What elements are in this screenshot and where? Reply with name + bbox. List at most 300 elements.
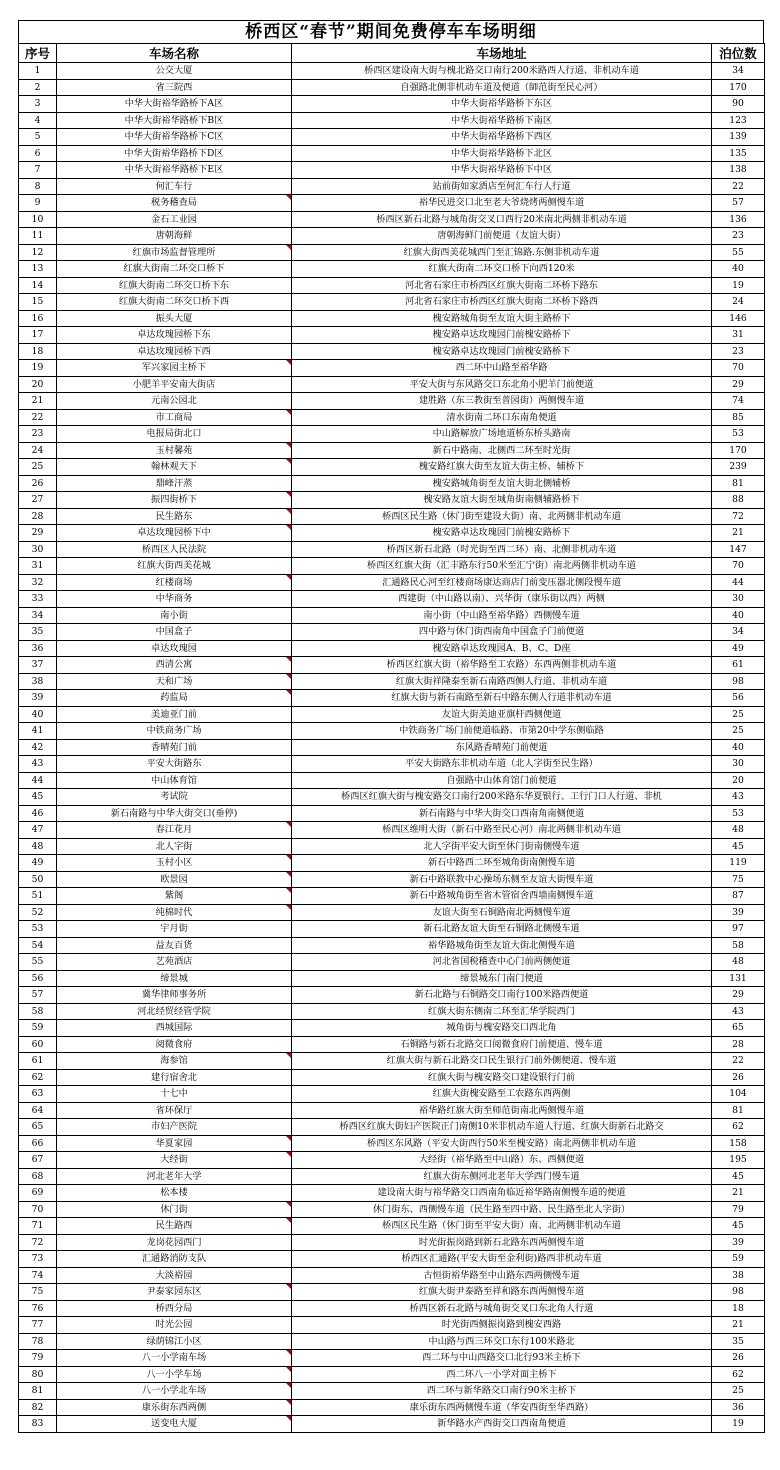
cell-name: 八一小学车场 [57,1366,292,1383]
cell-spots: 85 [712,409,765,426]
cell-name: 海参馆 [57,1053,292,1070]
table-row [19,459,765,476]
cell-address: 友谊大街美迪亚旗杆西侧便道 [292,706,712,723]
cell-no: 82 [19,1399,57,1416]
table-row [19,1185,765,1202]
cell-no: 75 [19,1284,57,1301]
cell-address: 槐安路卓达玫瑰园门前槐安路桥下 [292,343,712,360]
cell-no: 40 [19,706,57,723]
cell-address: 汇通路民心河至红楼商场康达商店门前变压器北侧段慢车道 [292,574,712,591]
cell-no: 27 [19,492,57,509]
cell-name: 红旗大街南二环交口桥下东 [57,277,292,294]
cell-no: 57 [19,987,57,1004]
cell-spots: 81 [712,475,765,492]
table-row [19,657,765,674]
cell-spots: 147 [712,541,765,558]
table-row [19,96,765,113]
cell-spots: 25 [712,1383,765,1400]
cell-spots: 59 [712,1251,765,1268]
cell-name: 西清公寓 [57,657,292,674]
cell-spots: 139 [712,129,765,146]
cell-name: 康乐街东西两侧 [57,1399,292,1416]
table-row [19,1333,765,1350]
cell-address: 西二环与中山西路交口北行93米主桥下 [292,1350,712,1367]
cell-spots: 40 [712,607,765,624]
table-row [19,1300,765,1317]
cell-no: 34 [19,607,57,624]
cell-address: 南小街（中山路至裕华路）西侧慢车道 [292,607,712,624]
table-row [19,1251,765,1268]
cell-no: 24 [19,442,57,459]
cell-spots: 136 [712,211,765,228]
cell-spots: 22 [712,178,765,195]
cell-spots: 70 [712,558,765,575]
table-row [19,360,765,377]
cell-no: 14 [19,277,57,294]
cell-name: 军兴家园主桥下 [57,360,292,377]
cell-address: 河北省石家庄市桥西区红旗大街南二环桥下路西 [292,294,712,311]
cell-no: 39 [19,690,57,707]
cell-spots: 48 [712,822,765,839]
cell-address: 东风路香晴苑门前便道 [292,739,712,756]
cell-spots: 79 [712,1201,765,1218]
cell-address: 西建街（中山路以南）、兴华街（康乐街以西）两侧 [292,591,712,608]
cell-name: 中华大街裕华路桥下A区 [57,96,292,113]
cell-name: 卓达玫瑰园 [57,640,292,657]
cell-no: 9 [19,195,57,212]
cell-name: 冀华律师事务所 [57,987,292,1004]
cell-no: 76 [19,1300,57,1317]
cell-name: 纯棉时代 [57,904,292,921]
cell-address: 红旗大街东侧南二环至汇华学院西门 [292,1003,712,1020]
cell-name: 电报局街北口 [57,426,292,443]
table-row [19,1366,765,1383]
cell-spots: 26 [712,1350,765,1367]
cell-name: 绿荫锦江小区 [57,1333,292,1350]
cell-name: 中华商务 [57,591,292,608]
cell-address: 裕华民进交口北至老大爷烧烤两侧慢车道 [292,195,712,212]
cell-address: 中华大街裕华路桥下东区 [292,96,712,113]
cell-address: 槐安路卓达玫瑰园门前槐安路桥下 [292,525,712,542]
cell-spots: 55 [712,244,765,261]
cell-address: 平安大街与东风路交口东北角小肥羊门前便道 [292,376,712,393]
cell-spots: 35 [712,1333,765,1350]
cell-no: 41 [19,723,57,740]
cell-name: 振头大厦 [57,310,292,327]
cell-spots: 119 [712,855,765,872]
cell-name: 税务稽查局 [57,195,292,212]
table-row [19,393,765,410]
table-row [19,904,765,921]
cell-address: 桥西区东风路（平安大街西行50米至槐安路）南北两侧非机动车道 [292,1135,712,1152]
cell-name: 省三院西 [57,79,292,96]
cell-spots: 26 [712,1069,765,1086]
cell-no: 1 [19,63,57,80]
table-row [19,1119,765,1136]
cell-no: 3 [19,96,57,113]
cell-address: 中华大街裕华路桥下北区 [292,145,712,162]
cell-address: 站前街如家酒店至何汇车行人行道 [292,178,712,195]
cell-address: 时光街西侧振岗路到槐安西路 [292,1317,712,1334]
cell-spots: 21 [712,1185,765,1202]
table-row [19,1135,765,1152]
cell-address: 桥西区红旗大街妇产医院正门南侧10米非机动车道人行道、红旗大街新石北路交 [292,1119,712,1136]
table-row [19,492,765,509]
cell-no: 32 [19,574,57,591]
cell-name: 市工商局 [57,409,292,426]
table-row [19,1284,765,1301]
cell-no: 70 [19,1201,57,1218]
cell-name: 唐朝海鲜 [57,228,292,245]
cell-address: 裕华路城角街至友谊大街北侧慢车道 [292,937,712,954]
table-row [19,1267,765,1284]
table-row [19,1152,765,1169]
cell-spots: 45 [712,838,765,855]
cell-name: 春江花月 [57,822,292,839]
cell-name: 大经街 [57,1152,292,1169]
cell-spots: 74 [712,393,765,410]
table-row [19,690,765,707]
cell-no: 50 [19,871,57,888]
cell-name: 红旗大街南二环交口桥下西 [57,294,292,311]
cell-no: 55 [19,954,57,971]
cell-name: 金石工业园 [57,211,292,228]
cell-spots: 19 [712,277,765,294]
table-row [19,244,765,261]
table-row [19,607,765,624]
cell-no: 51 [19,888,57,905]
table-row [19,1020,765,1037]
cell-name: 红旗市场监督管理所 [57,244,292,261]
table-body [19,63,765,1433]
cell-no: 60 [19,1036,57,1053]
cell-name: 振四街桥下 [57,492,292,509]
table-row [19,409,765,426]
cell-name: 中山体育馆 [57,772,292,789]
table-row [19,921,765,938]
cell-name: 益友百货 [57,937,292,954]
cell-no: 8 [19,178,57,195]
table-row [19,525,765,542]
cell-address: 新石中路城角街至省木管宿舍西墙南侧慢车道 [292,888,712,905]
cell-no: 31 [19,558,57,575]
cell-address: 中华大街裕华路桥下南区 [292,112,712,129]
cell-spots: 81 [712,1102,765,1119]
cell-address: 槐安路卓达玫瑰园门前槐安路桥下 [292,327,712,344]
cell-address: 自强路中山体育馆门前便道 [292,772,712,789]
cell-address: 新石南路与中华大街交口西南角南侧便道 [292,805,712,822]
cell-no: 71 [19,1218,57,1235]
cell-no: 81 [19,1383,57,1400]
cell-address: 新石中路西二环至城角街南侧慢车道 [292,855,712,872]
cell-address: 桥西区汇通路(平安大街至金利街)路西非机动车道 [292,1251,712,1268]
cell-no: 37 [19,657,57,674]
cell-no: 79 [19,1350,57,1367]
table-row [19,987,765,1004]
cell-address: 槐安路友谊大街至城角街南侧辅路桥下 [292,492,712,509]
cell-name: 中华大街裕华路桥下D区 [57,145,292,162]
cell-name: 华夏家园 [57,1135,292,1152]
cell-name: 玉村馨苑 [57,442,292,459]
cell-address: 中铁商务广场门前便道临路、市第20中学东侧临路 [292,723,712,740]
cell-spots: 62 [712,1366,765,1383]
cell-name: 八一小学南车场 [57,1350,292,1367]
cell-no: 7 [19,162,57,179]
cell-no: 36 [19,640,57,657]
table-row [19,145,765,162]
cell-no: 63 [19,1086,57,1103]
cell-address: 新华路水产西街交口西南角便道 [292,1416,712,1433]
cell-name: 建行宿舍北 [57,1069,292,1086]
cell-spots: 98 [712,673,765,690]
table-row [19,822,765,839]
table-row [19,261,765,278]
cell-name: 龙岗花园西门 [57,1234,292,1251]
cell-name: 中华大街裕华路桥下C区 [57,129,292,146]
table-row [19,1399,765,1416]
header-no: 序号 [19,44,57,63]
cell-name: 时光公园 [57,1317,292,1334]
cell-name: 送变电大厦 [57,1416,292,1433]
cell-no: 48 [19,838,57,855]
parking-table [18,43,765,1433]
cell-address: 西二环中山路至裕华路 [292,360,712,377]
cell-no: 52 [19,904,57,921]
cell-name: 何汇车行 [57,178,292,195]
cell-name: 北人字街 [57,838,292,855]
cell-address: 石铜路与新石北路交口阅微食府门前便道、慢车道 [292,1036,712,1053]
cell-address: 槐安路城角街至友谊大街主路桥下 [292,310,712,327]
table-row [19,1168,765,1185]
cell-no: 83 [19,1416,57,1433]
cell-no: 16 [19,310,57,327]
cell-no: 19 [19,360,57,377]
cell-address: 桥西区民生路（休门街至平安大街）南、北两侧非机动车道 [292,1218,712,1235]
cell-address: 古恒街裕华路至中山路东西两侧慢车道 [292,1267,712,1284]
cell-spots: 18 [712,1300,765,1317]
cell-name: 卓达玫瑰园桥下中 [57,525,292,542]
cell-address: 平安大街路东非机动车道（北人字街至民生路） [292,756,712,773]
cell-no: 18 [19,343,57,360]
table-row [19,277,765,294]
table-row [19,1102,765,1119]
cell-no: 47 [19,822,57,839]
table-row [19,591,765,608]
cell-address: 四中路与休门街西南角中国盒子门前便道 [292,624,712,641]
cell-no: 56 [19,970,57,987]
cell-address: 河北省石家庄市桥西区红旗大街南二环桥下路东 [292,277,712,294]
cell-name: 南小街 [57,607,292,624]
cell-no: 61 [19,1053,57,1070]
cell-address: 槐安路城角街至友谊大街北侧辅桥 [292,475,712,492]
cell-address: 休门街东、西侧慢车道（民生路至四中路、民生路至北人字街） [292,1201,712,1218]
cell-spots: 40 [712,739,765,756]
cell-spots: 65 [712,1020,765,1037]
cell-spots: 19 [712,1416,765,1433]
table-row [19,871,765,888]
cell-address: 槐安路红旗大街至友谊大街主桥、辅桥下 [292,459,712,476]
table-row [19,541,765,558]
cell-address: 红旗大街东侧河北老年大学西门慢车道 [292,1168,712,1185]
cell-spots: 30 [712,756,765,773]
table-row [19,79,765,96]
cell-spots: 138 [712,162,765,179]
cell-spots: 44 [712,574,765,591]
cell-name: 新石南路与中华大街交口(垂停) [57,805,292,822]
table-row [19,855,765,872]
cell-name: 艺苑酒店 [57,954,292,971]
cell-spots: 36 [712,1399,765,1416]
cell-no: 13 [19,261,57,278]
cell-spots: 90 [712,96,765,113]
cell-address: 新石北路与石铜路交口南行100米路西便道 [292,987,712,1004]
table-row [19,1003,765,1020]
cell-spots: 131 [712,970,765,987]
cell-name: 松本楼 [57,1185,292,1202]
cell-spots: 239 [712,459,765,476]
cell-no: 72 [19,1234,57,1251]
cell-no: 21 [19,393,57,410]
cell-spots: 34 [712,624,765,641]
cell-spots: 70 [712,360,765,377]
table-row [19,508,765,525]
cell-no: 54 [19,937,57,954]
cell-no: 23 [19,426,57,443]
cell-no: 30 [19,541,57,558]
cell-spots: 75 [712,871,765,888]
cell-name: 药监局 [57,690,292,707]
table-row [19,129,765,146]
cell-spots: 146 [712,310,765,327]
cell-address: 红旗大街祥隆泰至新石南路西侧人行道、非机动车道 [292,673,712,690]
cell-spots: 45 [712,1218,765,1235]
cell-spots: 28 [712,1036,765,1053]
cell-address: 裕华路红旗大街至师范街南北两侧慢车道 [292,1102,712,1119]
cell-spots: 57 [712,195,765,212]
table-row [19,937,765,954]
cell-no: 15 [19,294,57,311]
table-row [19,327,765,344]
cell-address: 友谊大街至石铜路南北两侧慢车道 [292,904,712,921]
cell-address: 新石中路南、北侧西二环至时光街 [292,442,712,459]
cell-name: 小肥羊平安南大街店 [57,376,292,393]
cell-address: 桥西区新石北路与城角街交叉口西行20米南北两侧非机动车道 [292,211,712,228]
cell-name: 紫阁 [57,888,292,905]
cell-name: 西城国际 [57,1020,292,1037]
cell-name: 中华大街裕华路桥下E区 [57,162,292,179]
table-row [19,673,765,690]
cell-spots: 72 [712,508,765,525]
cell-name: 中华大街裕华路桥下B区 [57,112,292,129]
cell-no: 67 [19,1152,57,1169]
cell-name: 阅微食府 [57,1036,292,1053]
table-row [19,1350,765,1367]
cell-no: 65 [19,1119,57,1136]
cell-no: 38 [19,673,57,690]
table-row [19,970,765,987]
cell-name: 欧景园 [57,871,292,888]
table-row [19,574,765,591]
cell-spots: 123 [712,112,765,129]
cell-name: 翰林观天下 [57,459,292,476]
cell-name: 红旗大街南二环交口桥下 [57,261,292,278]
table-row [19,1218,765,1235]
cell-name: 玉村小区 [57,855,292,872]
cell-no: 42 [19,739,57,756]
cell-name: 河北老年大学 [57,1168,292,1185]
cell-spots: 135 [712,145,765,162]
cell-spots: 39 [712,1234,765,1251]
header-name: 车场名称 [57,44,292,63]
cell-spots: 58 [712,937,765,954]
cell-spots: 53 [712,426,765,443]
cell-spots: 98 [712,1284,765,1301]
table-row [19,310,765,327]
cell-address: 中华大街裕华路桥下西区 [292,129,712,146]
cell-address: 新石北路友谊大街至石铜路北侧慢车道 [292,921,712,938]
cell-spots: 56 [712,690,765,707]
table-row [19,1234,765,1251]
cell-name: 卓达玫瑰园桥下东 [57,327,292,344]
cell-name: 大淡裕园 [57,1267,292,1284]
cell-address: 桥西区建设南大街与槐北路交口南行200米路西人行道、非机动车道 [292,63,712,80]
cell-no: 22 [19,409,57,426]
cell-spots: 88 [712,492,765,509]
table-row [19,1201,765,1218]
table-header-row [19,44,765,63]
cell-address: 西二环与新华路交口南行90米主桥下 [292,1383,712,1400]
table-row [19,162,765,179]
table-row [19,1053,765,1070]
cell-address: 桥西区红旗大街（汇丰路东行50米至汇宁街）南北两侧非机动车道 [292,558,712,575]
table-row [19,805,765,822]
cell-address: 大经街（裕华路至中山路）东、西侧便道 [292,1152,712,1169]
cell-address: 缔景城东门南门便道 [292,970,712,987]
cell-name: 平安大街路东 [57,756,292,773]
cell-no: 28 [19,508,57,525]
cell-spots: 20 [712,772,765,789]
cell-address: 桥西区红旗大街（裕华路至工农路）东西两侧非机动车道 [292,657,712,674]
table-row [19,558,765,575]
cell-no: 58 [19,1003,57,1020]
cell-no: 12 [19,244,57,261]
cell-address: 桥西区新石北路与城角街交叉口东北角人行道 [292,1300,712,1317]
cell-no: 5 [19,129,57,146]
cell-no: 2 [19,79,57,96]
cell-spots: 49 [712,640,765,657]
cell-no: 53 [19,921,57,938]
cell-address: 红旗大街与新石南路至新石中路东侧人行道非机动车道 [292,690,712,707]
cell-address: 桥西区红旗大街与槐安路交口南行200米路东华夏银行、工行门口人行道、非机 [292,789,712,806]
cell-address: 北人字街平安大街至休门街南侧慢车道 [292,838,712,855]
cell-address: 建设南大街与裕华路交口西南角临近裕华路南侧慢车道的便道 [292,1185,712,1202]
table-row [19,178,765,195]
table-row [19,1086,765,1103]
cell-name: 中国盒子 [57,624,292,641]
cell-spots: 170 [712,442,765,459]
cell-address: 唐朝海鲜门前便道（友谊大街） [292,228,712,245]
table-row [19,1383,765,1400]
table-row [19,211,765,228]
cell-name: 元南公园北 [57,393,292,410]
cell-address: 新石中路联教中心操场东侧至友谊大街慢车道 [292,871,712,888]
table-row [19,294,765,311]
cell-address: 红旗大街尹泰路至祥和路东西两侧慢车道 [292,1284,712,1301]
cell-no: 62 [19,1069,57,1086]
cell-no: 4 [19,112,57,129]
cell-address: 河北省国税稽查中心门前两侧便道 [292,954,712,971]
cell-name: 公交大厦 [57,63,292,80]
